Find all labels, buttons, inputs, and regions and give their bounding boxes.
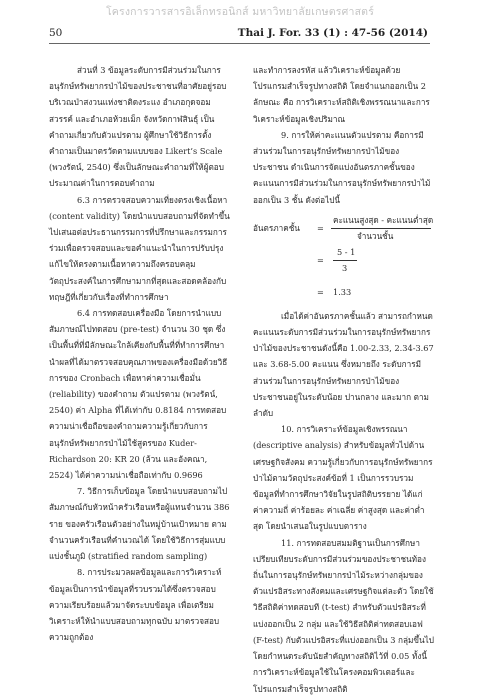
denominator-value: 3 [342, 262, 348, 273]
equals-sign: = [317, 286, 324, 297]
paragraph-hypothesis-testing: 11. การทดสอบสมมติฐานเป็นการศึกษาเปรียบเทียบระดับการมีส่วนร่วมของประชาชนท้องถิ่นในการอนุรักษ์ทรัพยากรป่าไม้ระหว่างกลุ่มของตัวแปรอิสระทางสังคมและเศรษฐกิจแต่ละตัว โดยใช้วิธีสถิติค่าทดสอบที (t-test) สำหรับตัวแปรอิสระที่แบ่งออกเป็น 2 กลุ่ม และใช้วิธีสถิติค่าทดสอบเอฟ (F-test) กับตัวแปรอิสระที่แบ่งออกเป็น 3 กลุ่มขึ้นไป โดยกำหนดระดับนัยสำคัญทางสถิติไว้ที่ 0.05 ทั้งนี้การวิเคราะห์ข้อมูลใช้ในโครงคอมพิวเตอร์และโปรแกรมสำเร็จรูปทางสถิติ [253, 537, 434, 694]
journal-watermark: โครงการวารสารอิเล็กทรอนิกส์ มหาวิทยาลัยเกษตรศาสตร์ [105, 6, 375, 18]
paragraph-content-validity: 6.3 การตรวจสอบความเที่ยงตรงเชิงเนื้อหา (content validity) โดยนำแบบสอบถามที่จัดทำขึ้นไปเสนอต่อประธานกรรมการที่ปรึกษาและกรรมการร่วมเพื่อตรวจสอบและขอคำแนะนำในการปรับปรุงแก้ไขให้ตรงตามเนื้อหาความถึงครอบคลุมวัตถุประสงค์ในการศึกษามากที่สุดและสอดคล้องกับทฤษฎีที่เกี่ยวกับเรื่องที่ทำการศึกษา [49, 194, 230, 302]
paragraph-pretest: 6.4 การทดสอบเครื่องมือ โดยการนำแบบสัมภาษณ์ไปทดสอบ (pre-test) จำนวน 30 ชุด ซึ่งเป็นพื้นที่ที่มีลักษณะใกล้เคียงกับพื้นที่ที่ทำการศึกษา นำผลที่ได้มาตรวจสอบคุณภาพของเครื่องมือด้วยวิธีการของ Cronbach เพื่อหาค่าความเชื่อมั่น (reliability) ของคำถาม ตัวแปรตาม (พวงรัตน์, 2540) ค่า Alpha ที่ได้เท่ากับ 0.8184 การทดสอบความน่าเชื่อถือของคำถามความรู้เกี่ยวกับการอนุรักษ์ทรัพยากรป่าไม้ใช้สูตรของ Kuder-Richardson 20: KR 20 (ล้วน และอังคณา, 2524) ได้ค่าความน่าเชื่อถือเท่ากับ 0.9696 [49, 308, 228, 481]
equals-sign: = [317, 222, 324, 233]
paragraph-continued: และทำการลงรหัส แล้ววิเคราะห์ข้อมูลด้วยโปรแกรมสำเร็จรูปทางสถิติ โดยจำแนกออกเป็น 2 ลักษณะ คือ การวิเคราะห์สถิติเชิงพรรณนาและการวิเคราะห์ข้อมูลเชิงปริมาณ [253, 65, 430, 124]
left-column [49, 62, 230, 645]
journal-citation: Thai J. For. 33 (1) : 47-56 (2014) [237, 27, 428, 39]
equation-lhs: อันตรภาคชั้น [253, 222, 300, 233]
paragraph-data-processing: 8. การประมวลผลข้อมูลและการวิเคราะห์ข้อมูลเป็นการนำข้อมูลที่รวบรวมได้ซึ่งตรวจสอบความเรียบร้อยแล้วมาจัดระบบข้อมูล เพื่อเตรียมวิเคราะห์ให้นำแบบสอบถามทุกฉบับ มาตรวจสอบความถูกต้อง [49, 567, 222, 643]
numerator-value: 5 - 1 [337, 246, 356, 257]
paragraph-section-3: ส่วนที่ 3 ข้อมูลระดับการมีส่วนร่วมในการอนุรักษ์ทรัพยากรป่าไม้ของประชาชนที่อาศัยอยู่รอบบริเวณป่าสงวนแห่งชาติดงระแง อำเภอกุดจอมสวรรค์ และอำเภอห้วยเม็ก จังหวัดกาฬสินธุ์ เป็นคำถามเกี่ยวกับตัวแปรตาม ผู้ศึกษาใช้วิธีการตั้งคำถามเป็นมาตรวัดตามแบบของ Likert’s Scale (พวงรัตน์, 2540) ซึ่งเป็นลักษณะคำถามที่ให้ผู้ตอบประมาณค่าในการตอบคำถาม [49, 65, 227, 189]
header-rule [49, 43, 430, 44]
right-column [253, 62, 434, 697]
equals-sign: = [317, 254, 324, 265]
page-number: 50 [49, 27, 63, 39]
equation-result: 1.33 [333, 286, 352, 297]
paragraph-data-collection: 7. วิธีการเก็บข้อมูล โดยนำแบบสอบถามไปสัมภาษณ์กับหัวหน้าครัวเรือนหรือผู้แทนจำนวน 386 ราย ของครัวเรือนตัวอย่างในหมู่บ้านเป้าหมาย ตามจำนวนครัวเรือนที่คำนวณได้ โดยใช้วิธีการสุ่มแบบแบ่งชั้นภูมิ (stratified random sampling) [49, 486, 230, 562]
denominator: จำนวนชั้น [357, 230, 394, 241]
paragraph-scoring: 9. การให้ค่าคะแนนตัวแปรตาม คือการมีส่วนร่วมในการอนุรักษ์ทรัพยากรป่าไม้ของประชาชน ดำเนินการจัดแบ่งอันตรภาคชั้นของคะแนนการมีส่วนร่วมในการอนุรักษ์ทรัพยากรป่าไม้ออกเป็น 3 ชั้น ดังต่อไปนี้ [253, 129, 431, 205]
paragraph-descriptive-analysis: 10. การวิเคราะห์ข้อมูลเชิงพรรณนา (descriptive analysis) สำหรับข้อมูลทั่วไปด้านเศรษฐกิจสังคม ความรู้เกี่ยวกับการอนุรักษ์ทรัพยากรป่าไม้ตามวัตถุประสงค์ข้อที่ 1 เป็นการรวบรวมข้อมูลที่ทำการศึกษาวิจัยในรูปสถิติบรรยาย ได้แก่ ค่าความถี่ ค่าร้อยละ ค่าเฉลี่ย ค่าสูงสุด และค่าต่ำสุด โดยนำเสนอในรูปแบบตาราง [253, 424, 433, 532]
class-interval-equation [253, 208, 434, 308]
numerator: คะแนนสูงสุด - คะแนนต่ำสุด [333, 214, 434, 225]
paragraph-score-levels: เมื่อได้ค่าอันตรภาคชั้นแล้ว สามารถกำหนดคะแนนระดับการมีส่วนร่วมในการอนุรักษ์ทรัพยากรป่าไม้ของประชาชนดังนี้คือ 1.00-2.33, 2.34-3.67 และ 3.68-5.00 คะแนน ซึ่งหมายถึง ระดับการมีส่วนร่วมในการอนุรักษ์ทรัพยากรป่าไม้ของประชาชนอยู่ในระดับน้อย ปานกลาง และมาก ตามลำดับ [253, 310, 434, 419]
